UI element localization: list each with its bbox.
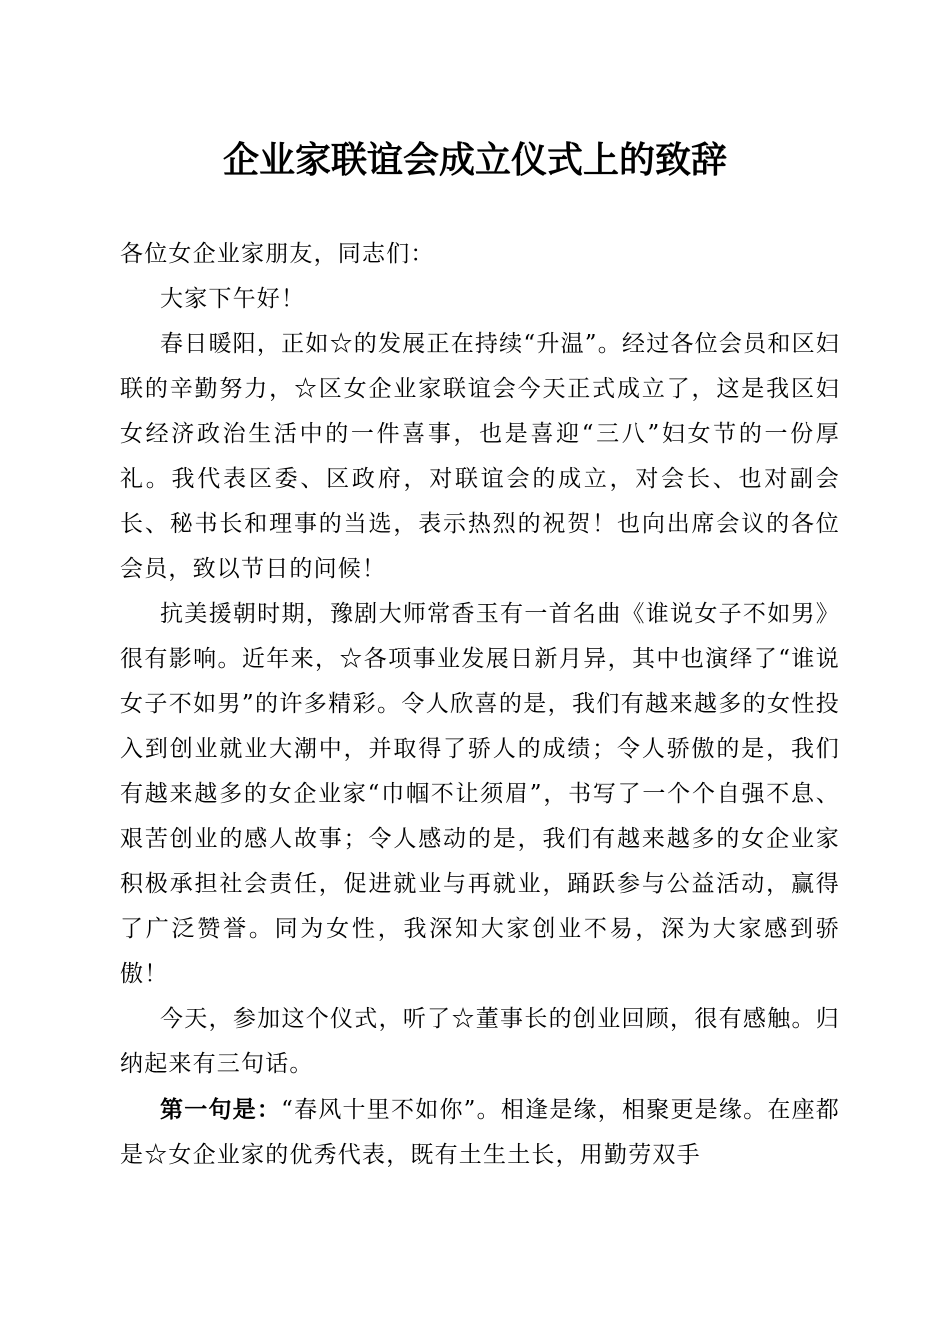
paragraph-4-lead: 第一句是： (160, 1096, 282, 1123)
paragraph-3: 今天，参加这个仪式，听了☆董事长的创业回顾，很有感触。归纳起来有三句话。 (120, 1006, 840, 1077)
paragraph-1: 春日暖阳，正如☆的发展正在持续“升温”。经过各位会员和区妇联的辛勤努力，☆区女企业家联谊会今天正式成立了，这是我区妇女经济政治生活中的一件喜事，也是喜迎“三八”妇女节的一份厚礼。我代表区委、区政府，对联谊会的成立，对会长、也对副会长、秘书长和理事的当选，表示热烈的祝贺！也向出席会议的各位会员，致以节日的问候！ (120, 331, 840, 582)
salutation: 各位女企业家朋友，同志们： (120, 241, 435, 267)
document-title: 企业家联谊会成立仪式上的致辞 (222, 139, 727, 181)
paragraph-4 (120, 1087, 840, 1178)
paragraph-4-rest: “春风十里不如你”。相逢是缘，相聚更是缘。在座都是☆女企业家的优秀代表，既有土生土长，用勤劳双手 (120, 1097, 840, 1168)
greeting: 大家下午好！ (160, 286, 306, 312)
paragraph-2: 抗美援朝时期，豫剧大师常香玉有一首名曲《谁说女子不如男》很有影响。近年来，☆各项事业发展日新月异，其中也演绎了“谁说女子不如男”的许多精彩。令人欣喜的是，我们有越来越多的女性投入到创业就业大潮中，并取得了骄人的成绩；令人骄傲的是，我们有越来越多的女企业家“巾帼不让须眉”，书写了一个个自强不息、艰苦创业的感人故事；令人感动的是，我们有越来越多的女企业家积极承担社会责任，促进就业与再就业，踊跃参与公益活动，赢得了广泛赞誉。同为女性，我深知大家创业不易，深为大家感到骄傲！ (120, 601, 840, 987)
document-body (120, 232, 840, 1178)
